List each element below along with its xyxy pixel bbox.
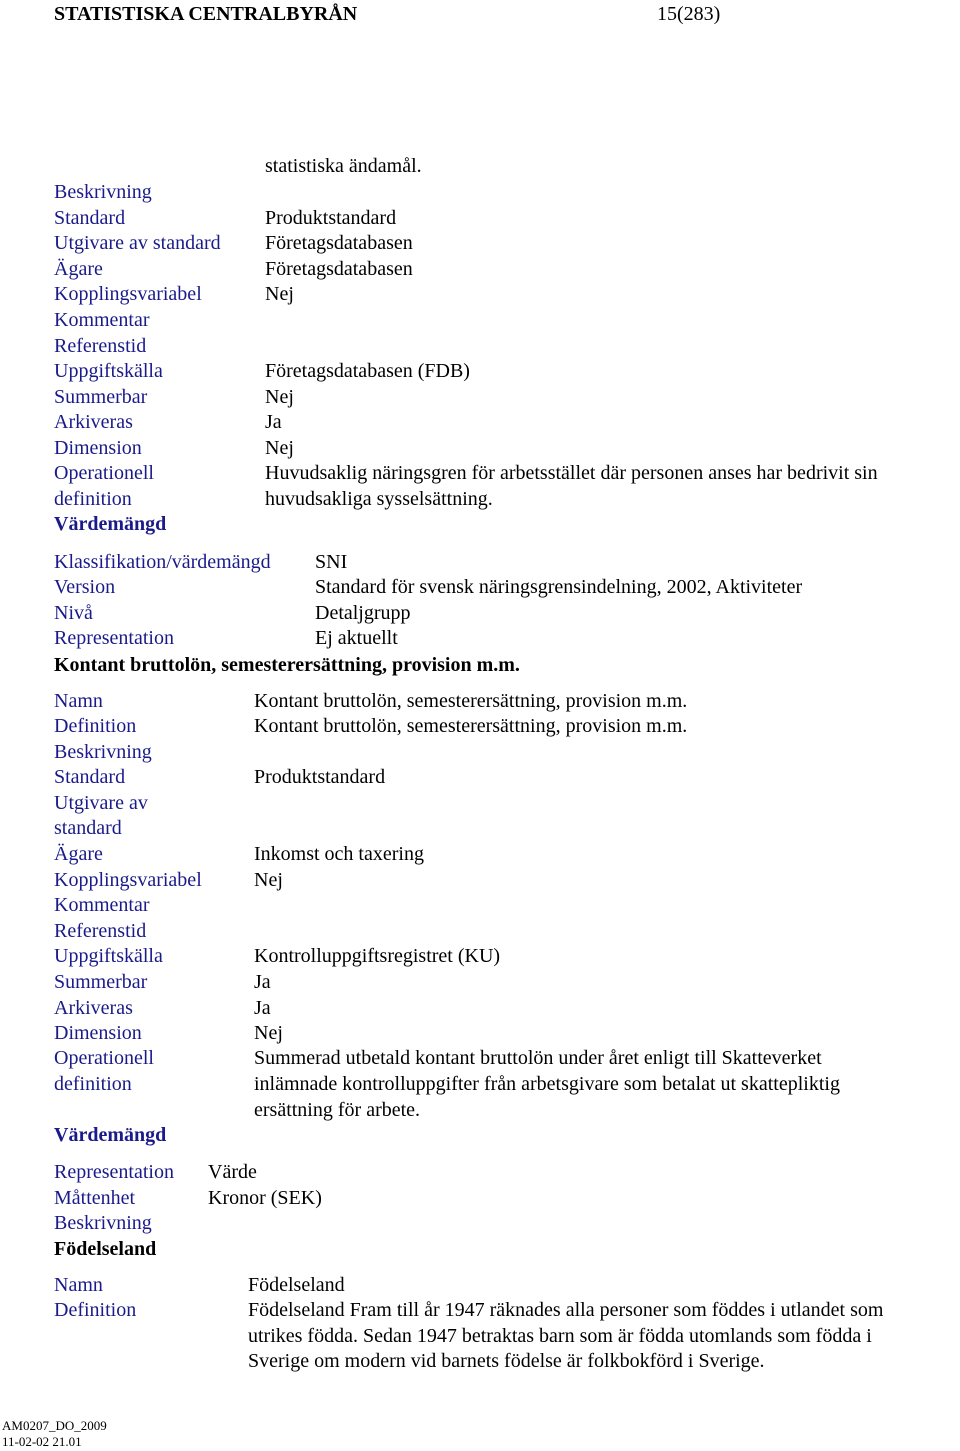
field-label: Klassifikation/värdemängd: [54, 551, 271, 573]
continued-text: statistiska ändamål.: [265, 155, 422, 177]
section3-title: Födelseland: [54, 1238, 157, 1260]
field-label: Dimension: [54, 1022, 142, 1045]
op-def-label-2: definition: [54, 488, 132, 510]
field-label: Definition: [54, 715, 137, 738]
field-value: Företagsdatabasen (FDB): [265, 360, 470, 383]
field-label: Kommentar: [54, 309, 150, 331]
definition-value-1: Födelseland Fram till år 1947 räknades alla personer som föddes i utlandet som: [248, 1299, 884, 1321]
field-label: Måttenhet: [54, 1186, 136, 1209]
field-value: Nej: [265, 283, 294, 306]
field-label: Standard: [54, 206, 126, 229]
field-value: Företagsdatabasen: [265, 232, 413, 255]
field-label: Beskrivning: [54, 1212, 152, 1235]
field-label: Summerbar: [54, 385, 148, 408]
field-value: Företagsdatabasen: [265, 257, 413, 280]
field-label: Kopplingsvariabel: [54, 283, 202, 306]
op-def2-label-1: Operationell: [54, 1047, 154, 1069]
op-def-label-1: Operationell: [54, 462, 154, 484]
op-def2-value-3: ersättning för arbete.: [254, 1099, 421, 1121]
op-def2-value-2: inlämnade kontrolluppgifter från arbetsgivare som betalat ut skattepliktig: [254, 1073, 840, 1095]
field-value: Detaljgrupp: [315, 601, 411, 624]
field-label: Dimension: [54, 437, 142, 459]
field-value: Ej aktuellt: [315, 627, 398, 650]
field-value: Kontrolluppgiftsregistret (KU): [254, 945, 501, 968]
field-value: Produktstandard: [265, 206, 397, 229]
field-label: Kommentar: [54, 894, 150, 917]
field-label: Arkiveras: [54, 411, 133, 434]
field-value: Nej: [254, 868, 283, 891]
field-label: Utgivare av standard: [54, 232, 221, 255]
field-label: Referenstid: [54, 919, 147, 942]
field-label: Ägare: [54, 843, 103, 865]
field-label: Beskrivning: [54, 181, 152, 203]
header-org: STATISTISKA CENTRALBYRÅN: [54, 3, 358, 25]
namn-value: Födelseland: [248, 1274, 345, 1296]
field-label: Uppgiftskälla: [54, 360, 163, 383]
field-value: Standard för svensk näringsgrensindelning, 2002, Aktiviteter: [315, 576, 803, 599]
vardemangd-heading: Värdemängd: [54, 513, 167, 535]
field-value: Produktstandard: [254, 766, 386, 789]
field-label: Version: [54, 576, 116, 599]
field-value: Nej: [265, 385, 294, 408]
page-number: 15(283): [657, 3, 721, 25]
definition-value-2: utrikes födda. Sedan 1947 betraktas barn som är födda utomlands som födda i: [248, 1325, 872, 1347]
field-label: Beskrivning: [54, 740, 152, 763]
field-label: Namn: [54, 690, 103, 712]
field-value: Nej: [265, 437, 294, 459]
field-value: Nej: [254, 1022, 283, 1045]
field-value: Ja: [265, 411, 282, 434]
field-label: Uppgiftskälla: [54, 945, 163, 968]
op-def-value-1: Huvudsaklig näringsgren för arbetsstället där personen anses har bedrivit sin: [265, 462, 878, 484]
field-label: Referenstid: [54, 334, 147, 357]
footer-date: 11-02-02 21.01: [2, 1434, 82, 1449]
field-label: Standard: [54, 766, 126, 789]
utgivare-label-2: standard: [54, 817, 122, 839]
field-value: Värde: [208, 1161, 257, 1183]
field-label: Representation: [54, 627, 174, 650]
field-value: Inkomst och taxering: [254, 843, 424, 865]
field-label: Summerbar: [54, 971, 148, 993]
field-label: Kopplingsvariabel: [54, 868, 202, 891]
field-label: Representation: [54, 1161, 174, 1183]
field-value: Kronor (SEK): [208, 1186, 322, 1209]
definition-value-3: Sverige om modern vid barnets födelse är folkbokförd i Sverige.: [248, 1350, 765, 1372]
op-def-value-2: huvudsakliga sysselsättning.: [265, 488, 493, 510]
utgivare-label-1: Utgivare av: [54, 792, 148, 814]
field-value: Kontant bruttolön, semesterersättning, provision m.m.: [254, 715, 688, 738]
field-label: Nivå: [54, 601, 93, 624]
field-label: Ägare: [54, 257, 103, 280]
field-label: Arkiveras: [54, 996, 133, 1019]
field-value: Ja: [254, 971, 271, 993]
namn-label: Namn: [54, 1274, 103, 1296]
field-value: SNI: [315, 551, 348, 573]
op-def2-label-2: definition: [54, 1073, 132, 1095]
field-value: Kontant bruttolön, semesterersättning, provision m.m.: [254, 690, 688, 712]
vardemangd2-heading: Värdemängd: [54, 1124, 167, 1146]
op-def2-value-1: Summerad utbetald kontant bruttolön under året enligt till Skatteverket: [254, 1047, 822, 1069]
section2-title: Kontant bruttolön, semesterersättning, provision m.m.: [54, 654, 520, 676]
definition-label: Definition: [54, 1299, 137, 1321]
footer-doc-id: AM0207_DO_2009: [2, 1418, 107, 1433]
field-value: Ja: [254, 996, 271, 1019]
